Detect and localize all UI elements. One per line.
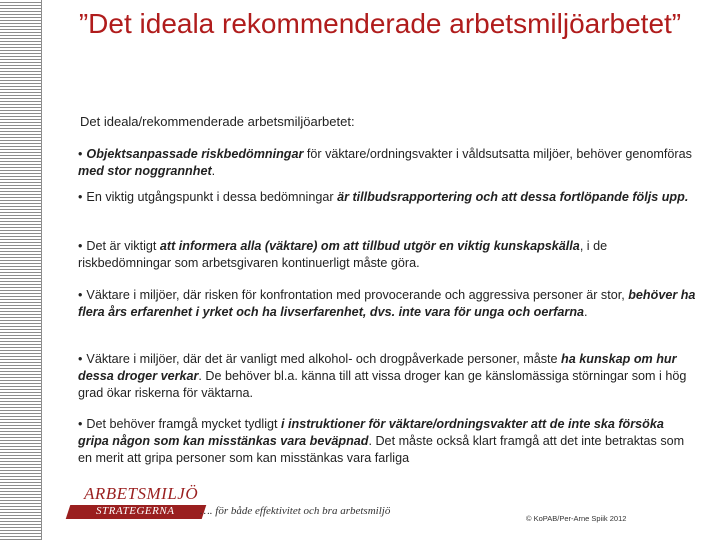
footer-tagline: …. för både effektivitet och bra arbetsmiljö bbox=[200, 505, 391, 517]
bullet-item bbox=[78, 146, 698, 180]
emphasis-text: att informera alla (väktare) om att tillbud utgör en viktig kunskapskälla bbox=[159, 239, 580, 253]
bullet-marker: • bbox=[78, 352, 83, 366]
bullet-marker: • bbox=[78, 190, 83, 204]
bullet-text: Väktare i miljöer, där det är vanligt med alkohol- och drogpåverkade personer, måste bbox=[86, 352, 562, 366]
bullet-item bbox=[78, 189, 698, 206]
emphasis-text: Objektsanpassade riskbedömningar bbox=[86, 147, 304, 161]
copyright-notice: © KoPAB/Per-Arne Spiik 2012 bbox=[526, 514, 627, 523]
decorative-side-stripe bbox=[0, 0, 42, 540]
bullet-item bbox=[78, 416, 698, 467]
bullet-item bbox=[78, 238, 698, 272]
bullet-text: för väktare/ordningsvakter i våldsutsatta miljöer, behöver genomföras bbox=[303, 147, 692, 161]
bullet-marker: • bbox=[78, 417, 83, 431]
bullet-marker: • bbox=[78, 239, 83, 253]
logo-bottom-text: STRATEGERNA bbox=[96, 505, 175, 517]
bullet-text: . bbox=[584, 305, 588, 319]
bullet-text: . De behöver bl.a. känna till att vissa droger kan ge känslomässiga störningar som i hög grad ökar riskerna för väktarna. bbox=[78, 369, 687, 400]
bullet-text: . bbox=[211, 164, 216, 178]
emphasis-text: behöver ha flera års erfarenhet i yrket och ha livserfarenhet, dvs. inte vara för unga och oerfarna bbox=[78, 288, 696, 319]
bullet-text: Det behöver framgå mycket tydligt bbox=[86, 417, 282, 431]
bullet-text: Det är viktigt bbox=[86, 239, 160, 253]
emphasis-text: är tillbudsrapportering och att dessa fortlöpande följs upp. bbox=[337, 190, 689, 204]
bullet-marker: • bbox=[78, 147, 83, 161]
bullet-text: Väktare i miljöer, där risken för konfrontation med provocerande och aggressiva personer är stor, bbox=[86, 288, 629, 302]
bullet-item bbox=[78, 351, 698, 402]
emphasis-text: med stor noggrannhet bbox=[78, 164, 212, 178]
bullet-item bbox=[78, 287, 698, 321]
logo-top-text: ARBETSMILJÖ bbox=[84, 484, 199, 503]
bullet-text: . Det måste också klart framgå att det inte betraktas som en merit att gripa personer som kan misstänkas vara farliga bbox=[78, 434, 685, 465]
bullet-text: , i de riskbedömningar som arbetsgivaren kontinuerligt måste göra. bbox=[78, 239, 608, 270]
arbetsmiljo-strategerna-logo bbox=[68, 484, 204, 520]
intro-text: Det ideala/rekommenderade arbetsmiljöarbetet: bbox=[80, 114, 355, 129]
bullet-text: En viktig utgångspunkt i dessa bedömningar bbox=[86, 190, 338, 204]
bullet-marker: • bbox=[78, 288, 83, 302]
slide-title: ”Det ideala rekommenderade arbetsmiljöarbetet” bbox=[78, 8, 682, 39]
emphasis-text: ha kunskap om hur dessa droger verkar bbox=[78, 352, 677, 383]
emphasis-text: i instruktioner för väktare/ordningsvakter att de inte ska försöka gripa någon som kan misstänkas vara beväpnad bbox=[78, 417, 664, 448]
